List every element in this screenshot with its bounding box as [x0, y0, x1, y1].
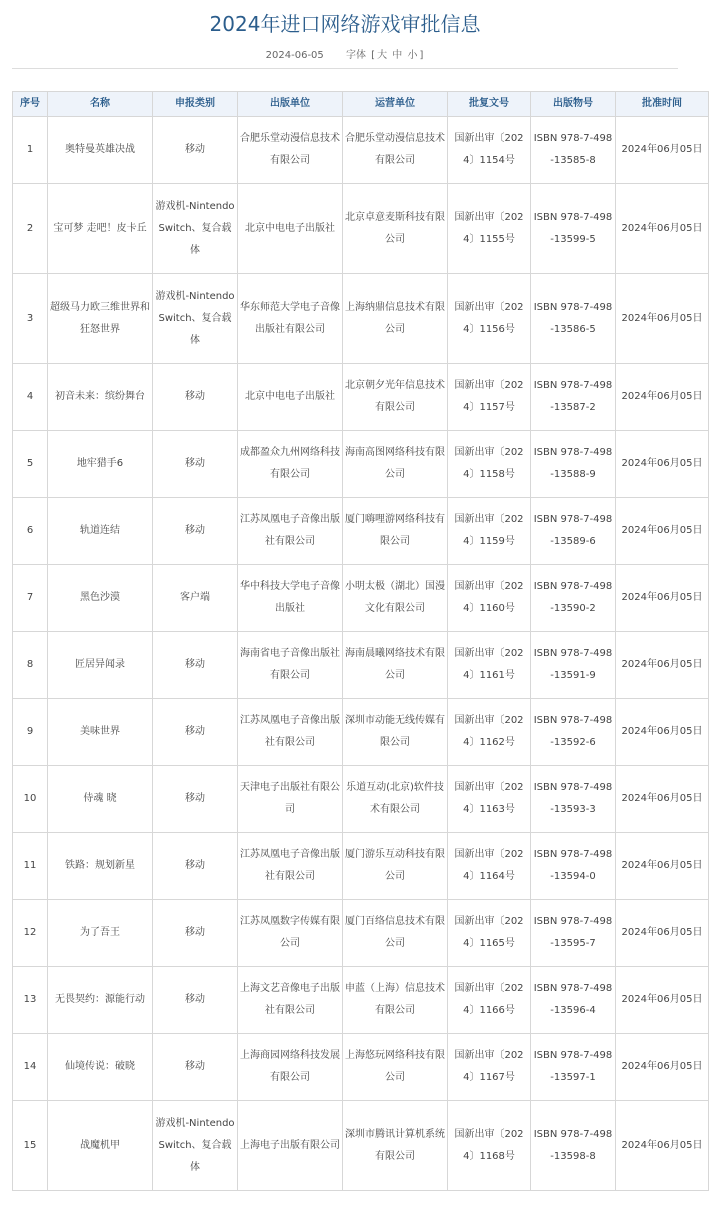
cell-publisher: 上海文艺音像电子出版社有限公司 — [238, 967, 343, 1034]
page-title: 2024年进口网络游戏审批信息 — [209, 12, 481, 36]
header-approval-date: 批准时间 — [616, 92, 709, 117]
cell-index: 8 — [13, 632, 48, 699]
cell-type: 移动 — [153, 1034, 238, 1101]
cell-approval-date: 2024年06月05日 — [616, 833, 709, 900]
cell-isbn: ISBN 978-7-498-13587-2 — [531, 364, 616, 431]
cell-type: 游戏机-Nintendo Switch、复合载体 — [153, 184, 238, 274]
cell-operator: 深圳市动能无线传媒有限公司 — [343, 699, 448, 766]
cell-approval-date: 2024年06月05日 — [616, 699, 709, 766]
table-row — [13, 900, 709, 967]
cell-index: 10 — [13, 766, 48, 833]
cell-approval-number: 国新出审〔2024〕1166号 — [448, 967, 531, 1034]
font-size-switcher — [345, 50, 424, 61]
cell-approval-number: 国新出审〔2024〕1155号 — [448, 184, 531, 274]
cell-isbn: ISBN 978-7-498-13585-8 — [531, 117, 616, 184]
table-row — [13, 766, 709, 833]
cell-publisher: 合肥乐堂动漫信息技术有限公司 — [238, 117, 343, 184]
cell-operator: 上海悠玩网络科技有限公司 — [343, 1034, 448, 1101]
cell-isbn: ISBN 978-7-498-13598-8 — [531, 1101, 616, 1191]
header-publisher: 出版单位 — [238, 92, 343, 117]
cell-publisher: 北京中电电子出版社 — [238, 184, 343, 274]
cell-operator: 小明太极（湖北）国漫文化有限公司 — [343, 565, 448, 632]
approval-table — [12, 91, 709, 1191]
cell-type: 移动 — [153, 364, 238, 431]
cell-operator: 厦门游乐互动科技有限公司 — [343, 833, 448, 900]
font-size-large-link[interactable]: 大 — [377, 50, 388, 61]
cell-approval-number: 国新出审〔2024〕1159号 — [448, 498, 531, 565]
cell-approval-number: 国新出审〔2024〕1165号 — [448, 900, 531, 967]
font-size-label: 字体 — [345, 50, 366, 61]
cell-publisher: 江苏凤凰电子音像出版社有限公司 — [238, 498, 343, 565]
cell-approval-date: 2024年06月05日 — [616, 274, 709, 364]
font-size-bracket-close: ] — [419, 50, 424, 61]
cell-publisher: 上海电子出版有限公司 — [238, 1101, 343, 1191]
cell-name: 无畏契约：源能行动 — [48, 967, 153, 1034]
cell-approval-number: 国新出审〔2024〕1163号 — [448, 766, 531, 833]
publish-date: 2024-06-05 — [265, 50, 324, 61]
table-row — [13, 565, 709, 632]
cell-approval-number: 国新出审〔2024〕1156号 — [448, 274, 531, 364]
table-row — [13, 1101, 709, 1191]
cell-approval-date: 2024年06月05日 — [616, 364, 709, 431]
cell-type: 移动 — [153, 632, 238, 699]
cell-index: 6 — [13, 498, 48, 565]
cell-isbn: ISBN 978-7-498-13594-0 — [531, 833, 616, 900]
cell-index: 5 — [13, 431, 48, 498]
cell-index: 11 — [13, 833, 48, 900]
cell-publisher: 成都盈众九州网络科技有限公司 — [238, 431, 343, 498]
header-index: 序号 — [13, 92, 48, 117]
cell-publisher: 江苏凤凰电子音像出版社有限公司 — [238, 699, 343, 766]
cell-name: 地牢猎手6 — [48, 431, 153, 498]
cell-name: 初音未来：缤纷舞台 — [48, 364, 153, 431]
cell-type: 移动 — [153, 117, 238, 184]
cell-isbn: ISBN 978-7-498-13588-9 — [531, 431, 616, 498]
cell-approval-number: 国新出审〔2024〕1164号 — [448, 833, 531, 900]
cell-approval-number: 国新出审〔2024〕1160号 — [448, 565, 531, 632]
cell-approval-date: 2024年06月05日 — [616, 498, 709, 565]
table-row — [13, 967, 709, 1034]
cell-type: 游戏机-Nintendo Switch、复合载体 — [153, 1101, 238, 1191]
cell-approval-date: 2024年06月05日 — [616, 900, 709, 967]
cell-approval-date: 2024年06月05日 — [616, 766, 709, 833]
cell-approval-date: 2024年06月05日 — [616, 632, 709, 699]
cell-name: 侍魂 晓 — [48, 766, 153, 833]
cell-publisher: 江苏凤凰数字传媒有限公司 — [238, 900, 343, 967]
cell-isbn: ISBN 978-7-498-13596-4 — [531, 967, 616, 1034]
cell-approval-number: 国新出审〔2024〕1167号 — [448, 1034, 531, 1101]
font-size-medium-link[interactable]: 中 — [392, 50, 403, 61]
cell-type: 移动 — [153, 900, 238, 967]
cell-approval-number: 国新出审〔2024〕1158号 — [448, 431, 531, 498]
cell-isbn: ISBN 978-7-498-13592-6 — [531, 699, 616, 766]
cell-publisher: 江苏凤凰电子音像出版社有限公司 — [238, 833, 343, 900]
cell-approval-number: 国新出审〔2024〕1168号 — [448, 1101, 531, 1191]
cell-type: 移动 — [153, 967, 238, 1034]
cell-approval-date: 2024年06月05日 — [616, 184, 709, 274]
cell-publisher: 北京中电电子出版社 — [238, 364, 343, 431]
cell-approval-number: 国新出审〔2024〕1162号 — [448, 699, 531, 766]
cell-operator: 海南晨曦网络技术有限公司 — [343, 632, 448, 699]
table-row — [13, 1034, 709, 1101]
article-meta — [0, 48, 690, 68]
cell-type: 移动 — [153, 766, 238, 833]
cell-type: 移动 — [153, 699, 238, 766]
cell-operator: 上海纳鼎信息技术有限公司 — [343, 274, 448, 364]
cell-index: 12 — [13, 900, 48, 967]
cell-name: 仙境传说：破晓 — [48, 1034, 153, 1101]
cell-name: 宝可梦 走吧！皮卡丘 — [48, 184, 153, 274]
font-size-small-link[interactable]: 小 — [407, 50, 418, 61]
header-name: 名称 — [48, 92, 153, 117]
table-row — [13, 184, 709, 274]
cell-type: 移动 — [153, 833, 238, 900]
cell-type: 移动 — [153, 498, 238, 565]
table-row — [13, 431, 709, 498]
cell-operator: 合肥乐堂动漫信息技术有限公司 — [343, 117, 448, 184]
table-row — [13, 274, 709, 364]
cell-index: 4 — [13, 364, 48, 431]
cell-name: 战魔机甲 — [48, 1101, 153, 1191]
cell-operator: 厦门嗨哩游网络科技有限公司 — [343, 498, 448, 565]
cell-approval-number: 国新出审〔2024〕1157号 — [448, 364, 531, 431]
header-approval-number: 批复文号 — [448, 92, 531, 117]
cell-isbn: ISBN 978-7-498-13597-1 — [531, 1034, 616, 1101]
cell-isbn: ISBN 978-7-498-13586-5 — [531, 274, 616, 364]
table-row — [13, 833, 709, 900]
table-row — [13, 117, 709, 184]
cell-approval-date: 2024年06月05日 — [616, 117, 709, 184]
cell-isbn: ISBN 978-7-498-13589-6 — [531, 498, 616, 565]
table-row — [13, 498, 709, 565]
cell-index: 14 — [13, 1034, 48, 1101]
cell-name: 美味世界 — [48, 699, 153, 766]
cell-publisher: 海南省电子音像出版社有限公司 — [238, 632, 343, 699]
cell-isbn: ISBN 978-7-498-13599-5 — [531, 184, 616, 274]
cell-isbn: ISBN 978-7-498-13590-2 — [531, 565, 616, 632]
cell-name: 超级马力欧三维世界和狂怒世界 — [48, 274, 153, 364]
header-type: 申报类别 — [153, 92, 238, 117]
cell-index: 13 — [13, 967, 48, 1034]
cell-name: 为了吾王 — [48, 900, 153, 967]
cell-name: 铁路：规划新星 — [48, 833, 153, 900]
cell-operator: 申蓝（上海）信息技术有限公司 — [343, 967, 448, 1034]
cell-operator: 深圳市腾讯计算机系统有限公司 — [343, 1101, 448, 1191]
cell-name: 奥特曼英雄决战 — [48, 117, 153, 184]
cell-operator: 北京朝夕光年信息技术有限公司 — [343, 364, 448, 431]
cell-approval-date: 2024年06月05日 — [616, 1101, 709, 1191]
cell-index: 15 — [13, 1101, 48, 1191]
cell-operator: 北京卓意麦斯科技有限公司 — [343, 184, 448, 274]
cell-type: 客户端 — [153, 565, 238, 632]
cell-operator: 海南高图网络科技有限公司 — [343, 431, 448, 498]
cell-operator: 厦门百络信息技术有限公司 — [343, 900, 448, 967]
cell-isbn: ISBN 978-7-498-13593-3 — [531, 766, 616, 833]
cell-index: 3 — [13, 274, 48, 364]
cell-index: 1 — [13, 117, 48, 184]
cell-approval-date: 2024年06月05日 — [616, 967, 709, 1034]
cell-isbn: ISBN 978-7-498-13591-9 — [531, 632, 616, 699]
cell-index: 2 — [13, 184, 48, 274]
cell-type: 移动 — [153, 431, 238, 498]
cell-publisher: 华中科技大学电子音像出版社 — [238, 565, 343, 632]
cell-name: 匠居异闻录 — [48, 632, 153, 699]
cell-approval-number: 国新出审〔2024〕1154号 — [448, 117, 531, 184]
cell-operator: 乐道互动(北京)软件技术有限公司 — [343, 766, 448, 833]
cell-approval-number: 国新出审〔2024〕1161号 — [448, 632, 531, 699]
table-row — [13, 699, 709, 766]
header-operator: 运营单位 — [343, 92, 448, 117]
table-row — [13, 364, 709, 431]
table-row — [13, 632, 709, 699]
cell-type: 游戏机-Nintendo Switch、复合载体 — [153, 274, 238, 364]
cell-name: 黑色沙漠 — [48, 565, 153, 632]
cell-isbn: ISBN 978-7-498-13595-7 — [531, 900, 616, 967]
font-size-bracket-open: [ — [371, 50, 376, 61]
cell-publisher: 华东师范大学电子音像出版社有限公司 — [238, 274, 343, 364]
cell-index: 7 — [13, 565, 48, 632]
cell-publisher: 上海商园网络科技发展有限公司 — [238, 1034, 343, 1101]
cell-approval-date: 2024年06月05日 — [616, 565, 709, 632]
cell-name: 轨道连结 — [48, 498, 153, 565]
cell-publisher: 天津电子出版社有限公司 — [238, 766, 343, 833]
cell-approval-date: 2024年06月05日 — [616, 1034, 709, 1101]
cell-approval-date: 2024年06月05日 — [616, 431, 709, 498]
cell-index: 9 — [13, 699, 48, 766]
table-header-row — [13, 92, 709, 117]
header-isbn: 出版物号 — [531, 92, 616, 117]
